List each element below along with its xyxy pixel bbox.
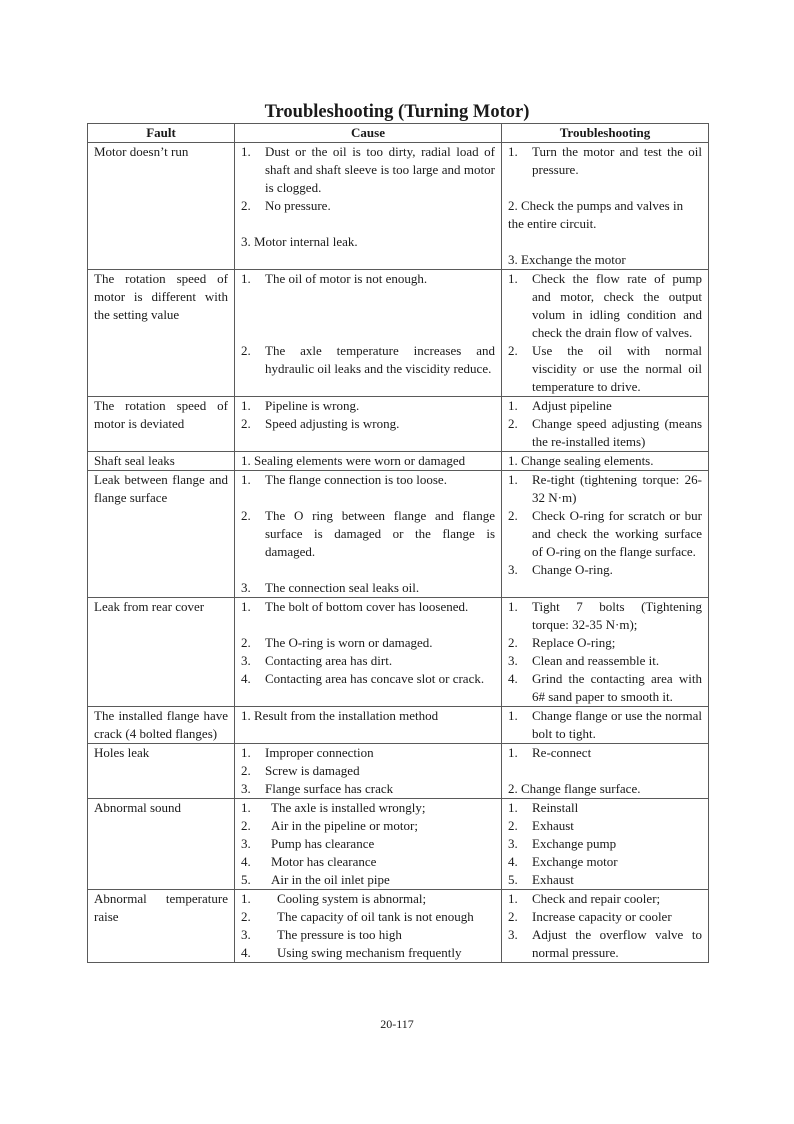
item-number: 1.: [241, 398, 251, 413]
item-number: 1.: [241, 800, 251, 815]
item-text: Change O-ring.: [532, 562, 613, 577]
table-row: [88, 452, 709, 471]
item-text: Adjust pipeline: [532, 398, 612, 413]
table-body: [88, 143, 709, 963]
table-row: [88, 270, 709, 397]
cause-list: [235, 397, 501, 433]
fault-text: The installed flange have crack (4 bolted flanges): [94, 708, 228, 741]
spacer: [241, 616, 495, 634]
item-text: The oil of motor is not enough.: [265, 271, 428, 286]
list-item: [241, 579, 495, 597]
item-text: The O-ring is worn or damaged.: [265, 635, 433, 650]
list-item: [241, 835, 495, 853]
item-text: No pressure.: [265, 198, 331, 213]
cause-list: [235, 744, 501, 798]
item-text: Check and repair cooler;: [532, 891, 661, 906]
cause-cell: [235, 452, 502, 471]
item-number: 1.: [241, 599, 251, 614]
cause-list: [235, 598, 501, 688]
item-number: 2.: [241, 508, 251, 523]
troubleshooting-list: [502, 143, 708, 269]
cause-cell: [235, 143, 502, 270]
cause-cell: [235, 598, 502, 707]
list-item: [241, 507, 495, 561]
item-number: 1.: [241, 745, 251, 760]
fault-text: Leak between flange and flange surface: [94, 472, 228, 505]
item-text: Re-connect: [532, 745, 592, 760]
spacer: [241, 215, 495, 233]
item-number: 1.: [508, 599, 518, 614]
list-item: [508, 835, 702, 853]
item-number: 3.: [241, 580, 251, 595]
fault-cell: [88, 452, 235, 471]
item-number: 3.: [508, 562, 518, 577]
item-text: Flange surface has crack: [265, 781, 394, 796]
item-number: 2.: [241, 416, 251, 431]
spacer: [508, 179, 702, 197]
item-number: 3.: [241, 836, 251, 851]
item-number: 1.: [241, 472, 251, 487]
item-text: Increase capacity or cooler: [532, 909, 672, 924]
troubleshooting-cell: [502, 143, 709, 270]
list-item: [241, 598, 495, 616]
troubleshooting-cell: [502, 397, 709, 452]
list-item: [508, 634, 702, 652]
item-number: 4.: [508, 854, 518, 869]
item-number: 2.: [241, 818, 251, 833]
item-text: Reinstall: [532, 800, 579, 815]
list-item: [508, 853, 702, 871]
list-item: [241, 780, 495, 798]
item-text: Exhaust: [532, 872, 574, 887]
list-item: [508, 926, 702, 962]
list-item: [508, 598, 702, 634]
item-text: The axle temperature increases and hydraulic oil leaks and the viscidity reduce.: [265, 343, 495, 376]
item-text: Screw is damaged: [265, 763, 360, 778]
item-number: 2.: [508, 909, 518, 924]
item-text: Air in the oil inlet pipe: [271, 872, 390, 887]
fault-text: The rotation speed of motor is deviated: [94, 398, 228, 431]
cause-list: [235, 799, 501, 889]
item-number: 1.: [508, 271, 518, 286]
cause-cell: [235, 397, 502, 452]
list-item: [508, 670, 702, 706]
fault-cell: [88, 397, 235, 452]
list-item: [508, 908, 702, 926]
item-text: Speed adjusting is wrong.: [265, 416, 400, 431]
item-text: Cooling system is abnormal;: [277, 891, 427, 906]
fault-cell: [88, 598, 235, 707]
fault-text: Shaft seal leaks: [94, 453, 175, 468]
list-item: [241, 762, 495, 780]
item-number: 2.: [508, 818, 518, 833]
item-number: 1.: [241, 271, 251, 286]
table-row: [88, 744, 709, 799]
list-item: [241, 471, 495, 489]
header-fault: Fault: [88, 124, 235, 143]
item-number: 1.: [241, 144, 251, 159]
list-item: [508, 342, 702, 396]
header-cause: Cause: [235, 124, 502, 143]
item-number: 2.: [508, 343, 518, 358]
cause-list: [235, 890, 501, 962]
item-number: 3.: [241, 927, 251, 942]
cause-cell: [235, 270, 502, 397]
table-row: [88, 397, 709, 452]
troubleshooting-cell: [502, 799, 709, 890]
cause-cell: [235, 707, 502, 744]
item-text: Using swing mechanism frequently: [277, 945, 462, 960]
troubleshooting-list: [502, 890, 708, 962]
spacer: [508, 762, 702, 780]
item-number: 2.: [241, 763, 251, 778]
fault-text: Motor doesn’t run: [94, 144, 189, 159]
list-item: [241, 652, 495, 670]
troubleshooting-cell: [502, 890, 709, 963]
item-text: The bolt of bottom cover has loosened.: [265, 599, 469, 614]
list-item: [508, 471, 702, 507]
troubleshooting-cell: [502, 707, 709, 744]
list-item: 1. Result from the installation method: [241, 708, 439, 723]
item-number: 3.: [241, 781, 251, 796]
page-number: 20-117: [380, 1017, 414, 1031]
item-number: 1.: [508, 891, 518, 906]
item-text: Use the oil with normal viscidity or use the normal oil temperature to drive.: [532, 343, 702, 394]
list-item: [508, 652, 702, 670]
fault-text: Leak from rear cover: [94, 599, 205, 614]
spacer: [241, 306, 495, 324]
item-text: The capacity of oil tank is not enough: [277, 909, 474, 924]
item-number: 2.: [241, 343, 251, 358]
cause-cell: [235, 799, 502, 890]
fault-cell: [88, 799, 235, 890]
troubleshooting-list: [502, 471, 708, 579]
page-title: Troubleshooting (Turning Motor): [264, 102, 530, 122]
troubleshooting-cell: [502, 471, 709, 598]
item-number: 2.: [241, 635, 251, 650]
item-number: 3.: [241, 653, 251, 668]
fault-cell: [88, 471, 235, 598]
list-item: 3. Motor internal leak.: [241, 234, 358, 249]
item-number: 5.: [241, 872, 251, 887]
item-text: Check O-ring for scratch or bur and check the working surface of O-ring on the flange surface.: [532, 508, 702, 559]
troubleshooting-list: [502, 744, 708, 798]
item-text: Pipeline is wrong.: [265, 398, 360, 413]
troubleshooting-list: [502, 707, 708, 743]
spacer: [241, 489, 495, 507]
item-number: 2.: [508, 508, 518, 523]
spacer: [241, 288, 495, 306]
troubleshooting-cell: [502, 270, 709, 397]
list-item: [508, 415, 702, 451]
list-item: [508, 744, 702, 762]
troubleshooting-list: [502, 799, 708, 889]
item-number: 1.: [508, 144, 518, 159]
item-text: Re-tight (tightening torque: 26-32 N·m): [532, 472, 702, 505]
list-item: [241, 397, 495, 415]
item-text: Exchange pump: [532, 836, 617, 851]
fault-cell: [88, 890, 235, 963]
troubleshooting-list: [502, 270, 708, 396]
item-text: Tight 7 bolts (Tightening torque: 32-35 N·m);: [532, 599, 702, 632]
list-item: [508, 143, 702, 179]
item-text: Change speed adjusting (means the re-installed items): [532, 416, 702, 449]
list-item: [241, 670, 495, 688]
item-number: 3.: [508, 653, 518, 668]
item-number: 1.: [508, 745, 518, 760]
spacer: [508, 233, 702, 251]
item-text: Grind the contacting area with 6# sand paper to smooth it.: [532, 671, 702, 704]
troubleshooting-list: [502, 452, 708, 470]
item-number: 2.: [508, 416, 518, 431]
troubleshooting-cell: [502, 452, 709, 471]
cause-cell: [235, 744, 502, 799]
list-item: [241, 926, 495, 944]
header-troubleshooting: Troubleshooting: [502, 124, 709, 143]
fault-cell: [88, 707, 235, 744]
item-text: The pressure is too high: [277, 927, 402, 942]
table-header-row: [88, 124, 709, 143]
item-text: Improper connection: [265, 745, 374, 760]
cause-list: [235, 452, 501, 470]
list-item: [508, 507, 702, 561]
item-text: Air in the pipeline or motor;: [271, 818, 418, 833]
fault-text: Abnormal sound: [94, 800, 182, 815]
item-text: Motor has clearance: [271, 854, 377, 869]
item-text: The O ring between flange and flange surface is damaged or the flange is damaged.: [265, 508, 495, 559]
troubleshooting-list: [502, 598, 708, 706]
list-item: [241, 871, 495, 889]
fault-cell: [88, 270, 235, 397]
cause-list: [235, 270, 501, 378]
item-number: 2.: [241, 198, 251, 213]
item-text: The flange connection is too loose.: [265, 472, 447, 487]
item-text: Contacting area has dirt.: [265, 653, 393, 668]
item-text: The axle is installed wrongly;: [271, 800, 426, 815]
fault-cell: [88, 744, 235, 799]
item-text: Replace O-ring;: [532, 635, 616, 650]
table-row: [88, 799, 709, 890]
fault-text: Holes leak: [94, 745, 150, 760]
item-text: Exhaust: [532, 818, 574, 833]
troubleshooting-cell: [502, 598, 709, 707]
list-item: [241, 744, 495, 762]
item-number: 2.: [241, 909, 251, 924]
table-row: [88, 143, 709, 270]
spacer: [241, 324, 495, 342]
item-number: 5.: [508, 872, 518, 887]
list-item: [508, 707, 702, 743]
cause-cell: [235, 890, 502, 963]
table-row: [88, 471, 709, 598]
item-text: Contacting area has concave slot or crack.: [265, 671, 485, 686]
list-item: [508, 397, 702, 415]
list-item: 1. Sealing elements were worn or damaged: [241, 453, 466, 468]
troubleshooting-table: [87, 123, 709, 963]
list-item: [241, 853, 495, 871]
item-number: 4.: [241, 671, 251, 686]
item-text: Change flange or use the normal bolt to tight.: [532, 708, 702, 741]
list-item: [508, 561, 702, 579]
item-number: 3.: [508, 927, 518, 942]
cause-list: [235, 143, 501, 251]
cause-cell: [235, 471, 502, 598]
list-item: [241, 634, 495, 652]
spacer: [241, 561, 495, 579]
list-item: [241, 197, 495, 215]
list-item: [508, 799, 702, 817]
item-number: 3.: [508, 836, 518, 851]
cause-list: [235, 707, 501, 725]
list-item: 3. Exchange the motor: [508, 252, 626, 267]
table-row: [88, 598, 709, 707]
list-item: [241, 890, 495, 908]
item-number: 1.: [508, 472, 518, 487]
item-text: Turn the motor and test the oil pressure.: [532, 144, 702, 177]
cause-list: [235, 471, 501, 597]
list-item: [508, 817, 702, 835]
list-item: [241, 817, 495, 835]
item-number: 4.: [508, 671, 518, 686]
list-item: [241, 270, 495, 288]
item-number: 1.: [508, 800, 518, 815]
item-text: Dust or the oil is too dirty, radial load of shaft and shaft sleeve is too large and motor is clogged.: [265, 144, 495, 195]
item-number: 1.: [508, 398, 518, 413]
list-item: [241, 143, 495, 197]
list-item: [241, 944, 495, 962]
list-item: 2. Check the pumps and valves in the entire circuit.: [508, 198, 684, 231]
table-row: [88, 890, 709, 963]
fault-text: The rotation speed of motor is different with the setting value: [94, 271, 228, 322]
list-item: [508, 890, 702, 908]
list-item: 2. Change flange surface.: [508, 781, 641, 796]
list-item: [508, 871, 702, 889]
fault-cell: [88, 143, 235, 270]
item-number: 2.: [508, 635, 518, 650]
list-item: 1. Change sealing elements.: [508, 453, 654, 468]
troubleshooting-list: [502, 397, 708, 451]
item-text: Clean and reassemble it.: [532, 653, 660, 668]
item-text: Pump has clearance: [271, 836, 375, 851]
list-item: [508, 270, 702, 342]
list-item: [241, 342, 495, 378]
item-text: Adjust the overflow valve to normal pressure.: [532, 927, 702, 960]
list-item: [241, 415, 495, 433]
item-number: 4.: [241, 945, 251, 960]
item-number: 1.: [508, 708, 518, 723]
troubleshooting-cell: [502, 744, 709, 799]
list-item: [241, 799, 495, 817]
table-row: [88, 707, 709, 744]
item-number: 1.: [241, 891, 251, 906]
item-number: 4.: [241, 854, 251, 869]
item-text: Exchange motor: [532, 854, 618, 869]
fault-text: Abnormal temperature raise: [94, 891, 228, 924]
item-text: Check the flow rate of pump and motor, check the output volum in idling condition and check the drain flow of valves.: [532, 271, 702, 340]
list-item: [241, 908, 495, 926]
item-text: The connection seal leaks oil.: [265, 580, 420, 595]
